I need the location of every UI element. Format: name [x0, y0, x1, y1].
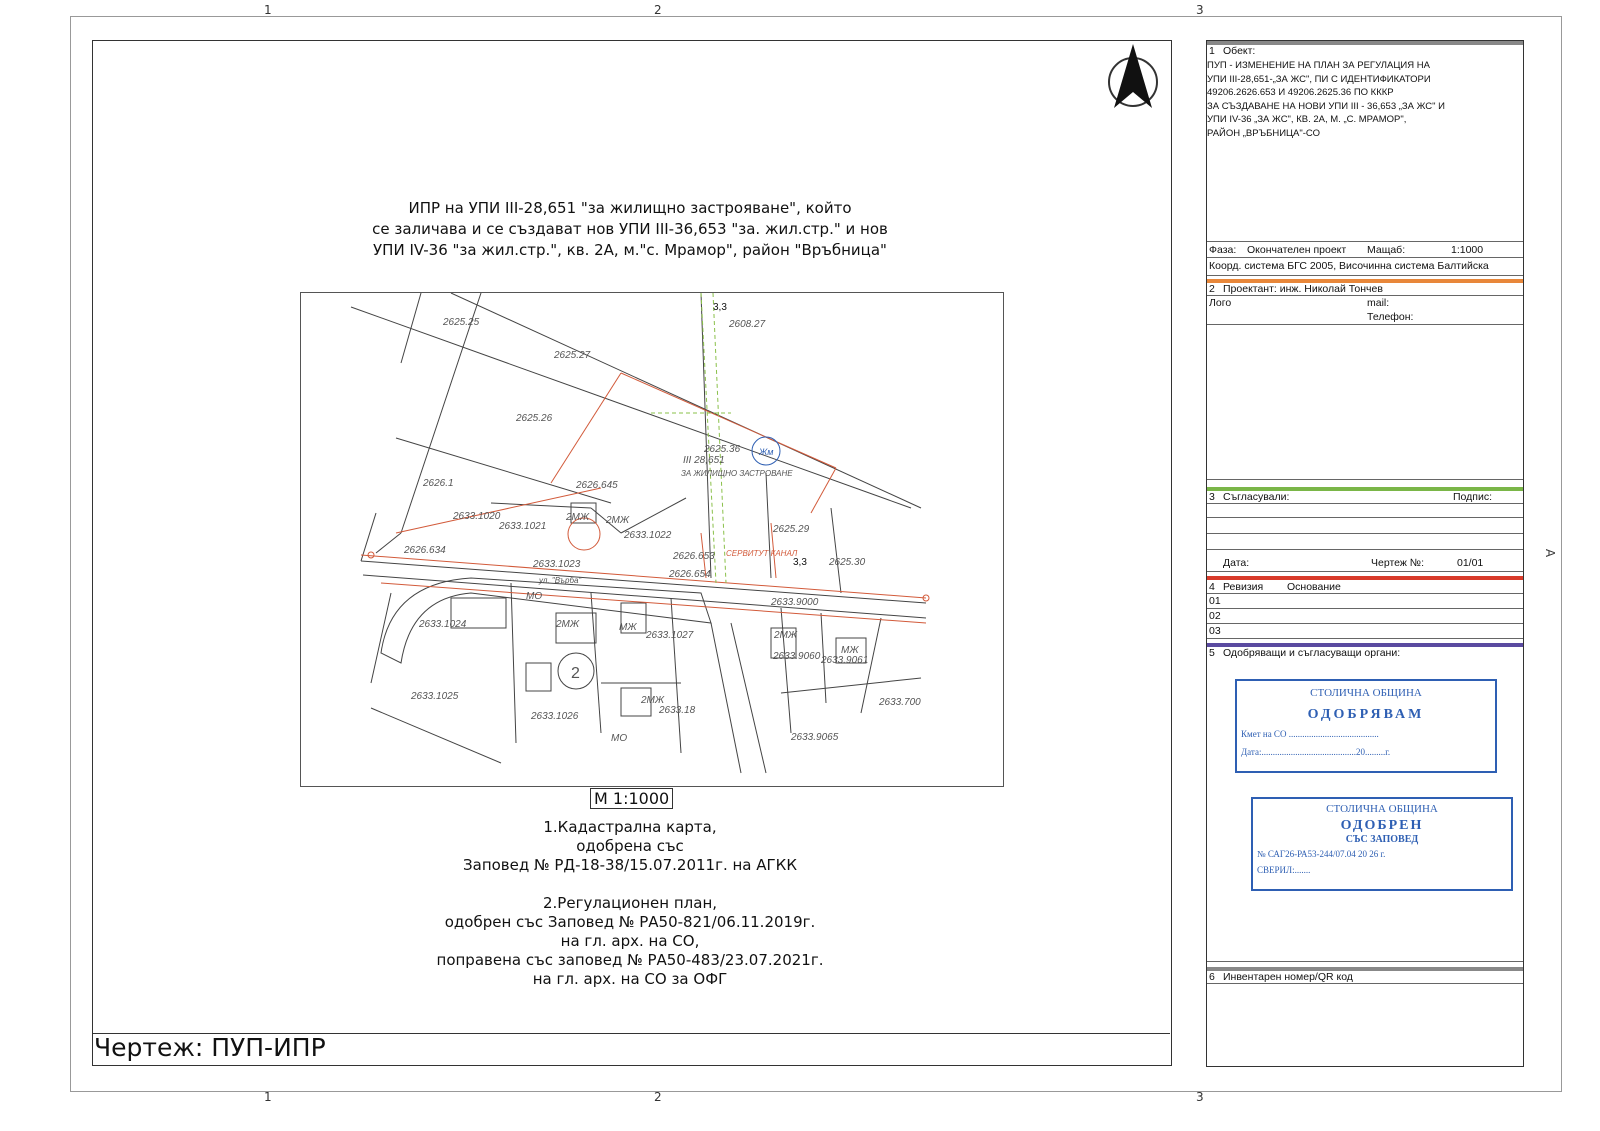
basis-header: Основание — [1287, 581, 1341, 593]
parcel-label: 2625.29 — [773, 524, 810, 535]
approvers-label: Одобряващи и съгласуващи органи: — [1223, 647, 1401, 659]
building-label: 2МЖ — [556, 619, 580, 630]
section-number: 3 — [1209, 491, 1215, 503]
plan-title — [320, 198, 940, 261]
object-line: 49206.2626.653 И 49206.2625.36 ПО КККР — [1207, 87, 1394, 98]
object-description — [1207, 59, 1445, 140]
building-label: МЖ — [619, 622, 637, 633]
parcel-label: 2625.36 — [704, 444, 741, 455]
zone-bottom-1: 1 — [264, 1090, 272, 1104]
building-label: 2МЖ — [606, 515, 630, 526]
zone-side-a: A — [1543, 548, 1558, 558]
parcel-label: 2633.1022 — [624, 530, 672, 541]
plan-map — [300, 292, 1004, 787]
block-number: 2 — [571, 665, 580, 682]
agreed-label: Съгласували: — [1223, 491, 1290, 503]
building-label: МО — [526, 591, 543, 602]
object-line: ПУП - ИЗМЕНЕНИЕ НА ПЛАН ЗА РЕГУЛАЦИЯ НА — [1207, 60, 1430, 71]
building-label: 2МЖ — [774, 630, 798, 641]
zone-bottom-2: 2 — [654, 1090, 662, 1104]
building-label: 2МЖ — [566, 512, 590, 523]
parcel-label: 2633.1026 — [531, 711, 579, 722]
title-line: УПИ IV-36 "за жил.стр.", кв. 2А, м."с. Мрамор", район "Връбница" — [373, 241, 887, 259]
stamp-sub: СЪС ЗАПОВЕД — [1345, 834, 1419, 845]
note-line — [420, 875, 840, 894]
stamp-check: СВЕРИЛ:....... — [1257, 865, 1311, 875]
section-number: 6 — [1209, 971, 1215, 983]
zone-bottom-3: 3 — [1196, 1090, 1204, 1104]
note-line: 1.Кадастрална карта, — [543, 818, 717, 836]
parcel-label: 2633.9061 — [821, 655, 869, 666]
source-notes — [420, 818, 840, 989]
servitude-label: СЕРВИТУТ КАНАЛ — [726, 549, 798, 558]
zone-label: Жм — [759, 447, 774, 457]
parcel-label: 2633.9000 — [771, 597, 819, 608]
parcel-label: 2626.654 — [669, 569, 711, 580]
drawing-label: Чертеж: ПУП-ИПР — [94, 1033, 326, 1062]
parcel-label: 2626.653 — [673, 551, 715, 562]
zone-top-3: 3 — [1196, 3, 1204, 17]
object-line: УПИ IV-36 „ЗА ЖС", КВ. 2А, М. „С. МРАМОР", — [1207, 114, 1407, 125]
note-line: на гл. арх. на СО, — [560, 932, 700, 950]
phone-label: Телефон: — [1367, 311, 1414, 323]
parcel-label: 2633.1025 — [411, 691, 459, 702]
note-line: Заповед № РД-18-38/15.07.2011г. на АГКК — [463, 856, 797, 874]
scale-label: М 1:1000 — [590, 788, 673, 809]
parcel-label: 2626.634 — [404, 545, 446, 556]
stamp-date: Дата:..........................................20.........г. — [1241, 747, 1391, 757]
object-line: ЗА СЪЗДАВАНЕ НА НОВИ УПИ III - 36,653 „ЗА ЖС" И — [1207, 100, 1445, 112]
parcel-label: 2625.27 — [554, 350, 591, 361]
approval-stamp — [1235, 679, 1497, 773]
upi-purpose-label: ЗА ЖИЛИЩНО ЗАСТРОВАНЕ — [681, 469, 793, 478]
scale-field-label: Мащаб: — [1367, 244, 1406, 256]
parcel-label: 2633.700 — [879, 697, 921, 708]
note-line: 2.Регулационен план, — [542, 894, 718, 912]
object-line: УПИ III-28,651-„ЗА ЖС", ПИ С ИДЕНТИФИКАТОРИ — [1207, 73, 1431, 85]
stamp-num: № САГ26-РА53-244/07.04 — [1257, 849, 1356, 859]
zone-divider-top — [70, 6, 1560, 17]
parcel-label: 2633.9060 — [773, 651, 821, 662]
title-line: се заличава и се създават нов УПИ III-36,653 "за. жил.стр." и нов — [372, 220, 888, 238]
stamp-org: СТОЛИЧНА ОБЩИНА — [1326, 803, 1438, 815]
dimension-label: 3,3 — [793, 557, 807, 568]
parcel-label: 2633.1020 — [453, 511, 501, 522]
section-number: 4 — [1209, 581, 1215, 593]
zone-top-1: 1 — [264, 3, 272, 17]
stamp-year: 20 26 г. — [1357, 849, 1386, 859]
note-line: поправена със заповед № РА50-483/23.07.2021г. — [436, 951, 824, 969]
parcel-label: 2633.1023 — [533, 559, 581, 570]
building-label: 2МЖ — [641, 695, 665, 706]
dimension-label: 3,3 — [713, 302, 727, 313]
stamp-org: СТОЛИЧНА ОБЩИНА — [1310, 687, 1422, 699]
section-bar — [1207, 576, 1523, 580]
date-label: Дата: — [1223, 557, 1250, 569]
stamp-word: ОДОБРЕН — [1340, 818, 1424, 833]
parcel-label: 2625.25 — [443, 317, 480, 328]
stamp-mayor: Кмет на СО ........................................ — [1241, 729, 1379, 739]
stamp-word: ОДОБРЯВАМ — [1307, 707, 1425, 722]
scale-field-value: 1:1000 — [1451, 244, 1484, 256]
upi-label: III 28,651 — [683, 455, 725, 466]
signature-label: Подпис: — [1453, 491, 1493, 503]
phase-value: Окончателен проект — [1247, 244, 1347, 256]
parcel-label: 2633.1021 — [499, 521, 547, 532]
sheet-number-label: Чертеж №: — [1371, 557, 1424, 569]
parcel-label: 2626.645 — [576, 480, 618, 491]
note-line: одобрен със Заповед № РА50-821/06.11.2019г. — [444, 913, 816, 931]
parcel-label: 2633.18 — [659, 705, 696, 716]
building-label: МО — [611, 733, 628, 744]
zone-top-2: 2 — [654, 3, 662, 17]
revision-row: 03 — [1209, 625, 1221, 637]
mail-label: mail: — [1367, 297, 1390, 309]
parcel-label: 2625.30 — [829, 557, 866, 568]
note-line: одобрена със — [576, 837, 684, 855]
phase-label: Фаза: — [1209, 244, 1237, 256]
order-stamp — [1251, 797, 1513, 891]
note-line: на гл. арх. на СО за ОФГ — [532, 970, 728, 988]
logo-label: Лого — [1209, 297, 1232, 309]
parcel-label: 2608.27 — [729, 319, 766, 330]
designer: Проектант: инж. Николай Тончев — [1223, 283, 1383, 295]
section-number: 1 — [1209, 45, 1215, 57]
object-line: РАЙОН „ВРЪБНИЦА"-СО — [1207, 127, 1320, 139]
title-line: ИПР на УПИ III-28,651 "за жилищно застрояване", който — [408, 199, 852, 217]
parcel-label: 2625.26 — [516, 413, 553, 424]
revision-row: 02 — [1209, 610, 1221, 622]
revision-header: Ревизия — [1223, 581, 1264, 593]
inventory-label: Инвентарен номер/QR код — [1223, 971, 1353, 983]
object-label: Обект: — [1223, 45, 1256, 57]
street-label: ул. "Върба" — [539, 576, 582, 585]
section-number: 2 — [1209, 283, 1215, 295]
sheet-number-value: 01/01 — [1457, 557, 1484, 569]
title-block — [1206, 40, 1524, 1067]
parcel-label: 2633.9065 — [791, 732, 839, 743]
building-label: МЖ — [841, 645, 859, 656]
parcel-label: 2633.1024 — [419, 619, 467, 630]
revision-row: 01 — [1209, 595, 1221, 607]
section-number: 5 — [1209, 647, 1215, 659]
north-arrow-icon — [1104, 42, 1162, 112]
stamp-order-number — [1257, 849, 1507, 859]
parcel-label: 2633.1027 — [646, 630, 694, 641]
parcel-label: 2626.1 — [423, 478, 454, 489]
coordinate-system: Коорд. система БГС 2005, Височинна система Балтийска — [1209, 260, 1489, 272]
